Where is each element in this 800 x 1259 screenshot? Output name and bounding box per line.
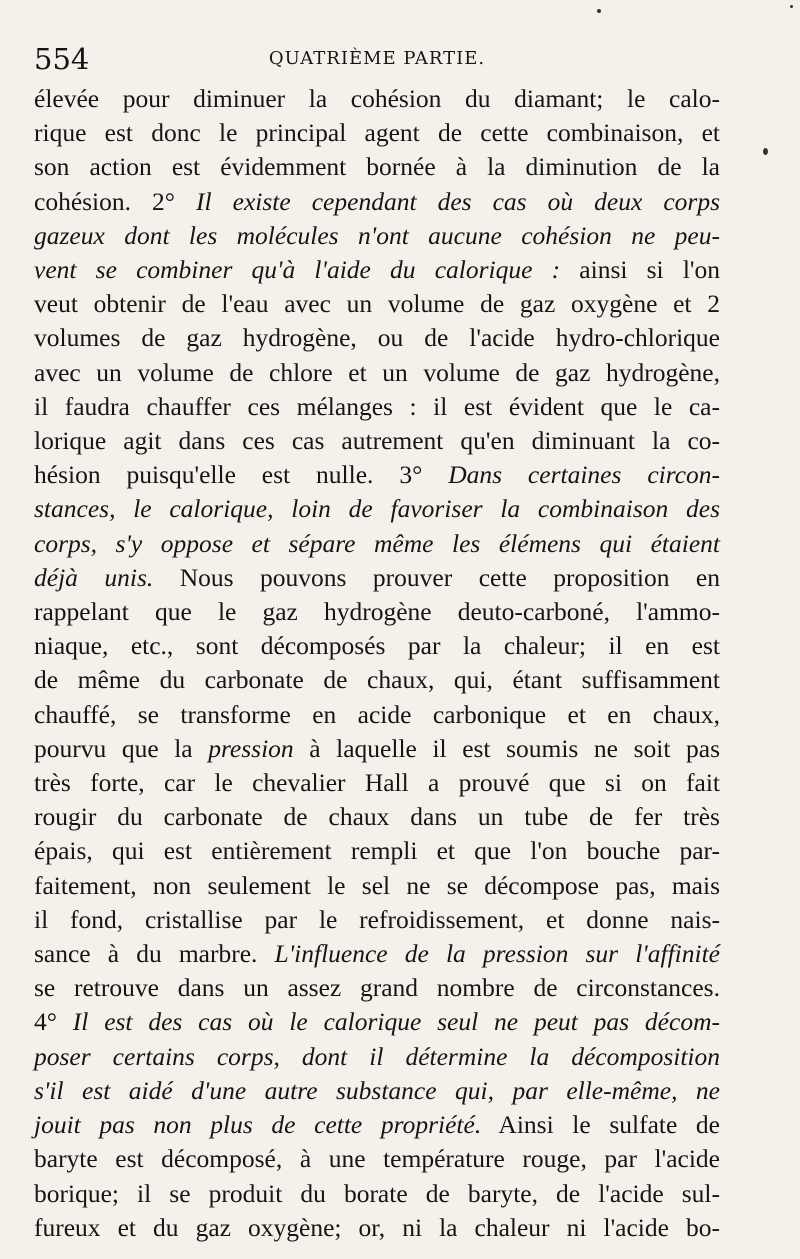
text-line — [34, 82, 720, 116]
text-line — [34, 629, 720, 663]
italic-text-run: corps, s'y oppose et sépare même les élémens qui étaient — [34, 528, 720, 558]
italic-text-run: déjà unis. — [34, 562, 154, 592]
text-run: sance à du marbre. — [34, 939, 275, 969]
italic-text-run: vent se combiner qu'à l'aide du calorique : — [34, 255, 561, 285]
body-text — [34, 82, 720, 1245]
ink-speck — [763, 148, 768, 155]
text-run: Nous pouvons prouver cette proposition en — [153, 562, 720, 592]
text-run: épais, qui est entièrement rempli et que l'on bouche par- — [34, 836, 720, 866]
text-line — [34, 321, 720, 355]
text-line — [34, 1108, 720, 1142]
text-line — [34, 492, 720, 526]
text-run: de même du carbonate de chaux, qui, étant suffisamment — [34, 665, 720, 695]
text-line — [34, 424, 720, 458]
ink-speck — [790, 5, 793, 8]
italic-text-run: Dans certaines circon- — [448, 460, 721, 490]
page-number: 554 — [34, 42, 90, 76]
text-line — [34, 903, 720, 937]
text-run: fureux et du gaz oxygène; or, ni la chaleur ni l'acide bo- — [34, 1212, 720, 1242]
text-run: très forte, car le chevalier Hall a prouvé que si on fait — [34, 768, 720, 798]
text-line — [34, 663, 720, 697]
text-run: rougir du carbonate de chaux dans un tube de fer très — [34, 802, 720, 832]
text-run: borique; il se produit du borate de baryte, de l'acide sul- — [34, 1178, 720, 1208]
text-run: se retrouve dans un assez grand nombre de circonstances. — [34, 973, 720, 1003]
text-line — [34, 390, 720, 424]
text-run: ainsi si l'on — [560, 255, 720, 285]
page-header — [34, 40, 720, 76]
text-run: niaque, etc., sont décomposés par la chaleur; il en est — [34, 631, 720, 661]
text-run: hésion puisqu'elle est nulle. 3° — [34, 460, 449, 490]
text-run: lorique agit dans ces cas autrement qu'en diminuant la co- — [34, 426, 720, 456]
text-line — [34, 150, 720, 184]
italic-text-run: s'il est aidé d'une autre substance qui, par elle-même, ne — [34, 1075, 720, 1105]
text-run: faitement, non seulement le sel ne se décompose pas, mais — [34, 870, 720, 900]
running-title: QUATRIÈME PARTIE. — [268, 48, 486, 69]
text-line — [34, 185, 720, 219]
text-line — [34, 698, 720, 732]
text-line — [34, 219, 720, 253]
text-run: il faudra chauffer ces mélanges : il est évident que le ca- — [34, 391, 720, 421]
text-run: chauffé, se transforme en acide carbonique et en chaux, — [34, 699, 720, 729]
text-line — [34, 1005, 720, 1039]
text-line — [34, 869, 720, 903]
italic-text-run: poser certains corps, dont il détermine la décomposition — [34, 1041, 720, 1071]
text-run: rique est donc le principal agent de cette combinaison, et — [34, 118, 720, 148]
text-line — [34, 458, 720, 492]
text-line — [34, 834, 720, 868]
text-line — [34, 253, 720, 287]
text-line — [34, 1040, 720, 1074]
italic-text-run: pression — [208, 733, 294, 763]
text-line — [34, 595, 720, 629]
text-line — [34, 1177, 720, 1211]
text-run: 4° — [34, 1007, 73, 1037]
text-run: veut obtenir de l'eau avec un volume de gaz oxygène et 2 — [34, 289, 720, 319]
text-run: son action est évidemment bornée à la diminution de la — [34, 152, 720, 182]
text-line — [34, 732, 720, 766]
text-line — [34, 1211, 720, 1245]
text-run: rappelant que le gaz hydrogène deuto-carboné, l'ammo- — [34, 597, 720, 627]
text-line — [34, 1074, 720, 1108]
text-line — [34, 800, 720, 834]
text-line — [34, 971, 720, 1005]
ink-speck — [597, 9, 601, 13]
text-run: cohésion. 2° — [34, 186, 197, 216]
italic-text-run: Il existe cependant des cas où deux corps — [196, 186, 720, 216]
text-run: à laquelle il est soumis ne soit pas — [293, 733, 720, 763]
text-line — [34, 116, 720, 150]
text-run: volumes de gaz hydrogène, ou de l'acide hydro-chlorique — [34, 323, 720, 353]
text-line — [34, 356, 720, 390]
text-line — [34, 937, 720, 971]
text-run: pourvu que la — [34, 733, 209, 763]
italic-text-run: Il est des cas où le calorique seul ne peut pas décom- — [72, 1007, 720, 1037]
text-run: avec un volume de chlore et un volume de gaz hydrogène, — [34, 357, 720, 387]
text-run: Ainsi le sulfate de — [481, 1110, 720, 1140]
text-line — [34, 1142, 720, 1176]
text-line — [34, 561, 720, 595]
text-line — [34, 527, 720, 561]
italic-text-run: jouit pas non plus de cette propriété. — [34, 1110, 482, 1140]
italic-text-run: stances, le calorique, loin de favoriser la combinaison des — [34, 494, 720, 524]
text-run: baryte est décomposé, à une température rouge, par l'acide — [34, 1144, 720, 1174]
text-line — [34, 287, 720, 321]
text-run: élevée pour diminuer la cohésion du diamant; le calo- — [34, 84, 720, 113]
text-line — [34, 766, 720, 800]
italic-text-run: L'influence de la pression sur l'affinité — [274, 939, 720, 969]
italic-text-run: gazeux dont les molécules n'ont aucune cohésion ne peu- — [34, 220, 720, 250]
text-run: il fond, cristallise par le refroidissement, et donne nais- — [34, 904, 720, 934]
